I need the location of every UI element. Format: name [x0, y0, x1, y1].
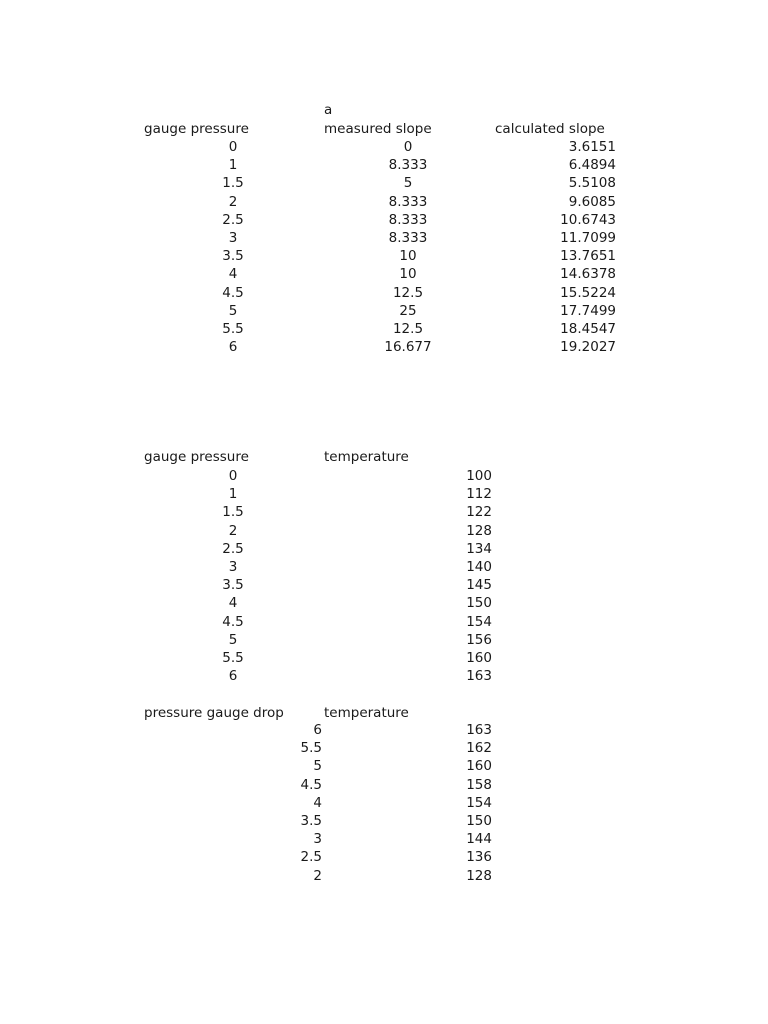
table1-header-gauge-pressure: gauge pressure: [144, 121, 249, 137]
gauge-pressure-cell: 2.5: [222, 540, 244, 557]
temperature-cell: 112: [466, 486, 492, 503]
calculated-slope-cell: 10.6743: [560, 211, 616, 228]
temperature-cell: 128: [466, 522, 492, 539]
pressure-gauge-drop-cell: 3.5: [300, 813, 322, 829]
table-row: [0, 247, 768, 265]
gauge-pressure-cell: 5: [228, 631, 238, 648]
calculated-slope-cell: 17.7499: [560, 302, 616, 319]
table-row: [0, 613, 768, 631]
table2-header-gauge-pressure: gauge pressure: [144, 449, 249, 465]
table2-header-temperature: temperature: [324, 449, 409, 465]
table-row: [0, 631, 768, 649]
gauge-pressure-cell: 4.5: [222, 284, 244, 301]
pressure-gauge-drop-cell: 3: [313, 831, 322, 848]
pressure-gauge-drop-cell: 2: [313, 867, 322, 884]
table-row: [0, 138, 768, 156]
temperature-cell: 144: [466, 831, 492, 848]
gauge-pressure-cell: 6: [228, 339, 238, 356]
temperature-cell: 154: [466, 794, 492, 811]
table-row: [0, 485, 768, 503]
gauge-pressure-cell: 0: [228, 468, 238, 484]
table-row: [0, 156, 768, 174]
table-row: [0, 503, 768, 521]
temperature-cell: 158: [466, 776, 492, 793]
temperature-cell: 163: [466, 722, 492, 738]
gauge-pressure-cell: 3: [228, 230, 238, 246]
gauge-pressure-cell: 5.5: [222, 321, 244, 337]
table-row: [0, 174, 768, 192]
calculated-slope-cell: 14.6378: [560, 266, 616, 283]
temperature-cell: 156: [466, 631, 492, 648]
measured-slope-cell: 10: [399, 266, 417, 283]
table-row: [0, 576, 768, 594]
table-row: [0, 540, 768, 558]
table-row: [0, 522, 768, 540]
gauge-pressure-cell: 3.5: [222, 577, 244, 594]
temperature-cell: 140: [466, 559, 492, 575]
temperature-cell: 145: [466, 577, 492, 594]
calculated-slope-cell: 11.7099: [560, 230, 616, 246]
table-row: [0, 739, 768, 757]
table-row: [0, 229, 768, 247]
gauge-pressure-cell: 0: [228, 139, 238, 155]
gauge-pressure-cell: 1.5: [222, 175, 244, 192]
gauge-pressure-cell: 2.5: [222, 211, 244, 228]
pressure-gauge-drop-cell: 4.5: [300, 776, 322, 793]
table-row: [0, 867, 768, 885]
table-row: [0, 284, 768, 302]
calculated-slope-cell: 18.4547: [560, 321, 616, 337]
measured-slope-cell: 8.333: [388, 193, 428, 210]
table-row: [0, 338, 768, 356]
temperature-cell: 162: [466, 740, 492, 757]
measured-slope-cell: 0: [403, 139, 413, 155]
table-row: [0, 757, 768, 775]
temperature-cell: 128: [466, 867, 492, 884]
temperature-cell: 136: [466, 849, 492, 866]
temperature-cell: 150: [466, 813, 492, 829]
temperature-cell: 134: [466, 540, 492, 557]
table-row: [0, 211, 768, 229]
gauge-pressure-cell: 5.5: [222, 650, 244, 666]
pressure-gauge-drop-cell: 4: [313, 794, 322, 811]
calculated-slope-cell: 5.5108: [568, 175, 616, 192]
table-row: [0, 830, 768, 848]
table-row: [0, 794, 768, 812]
gauge-pressure-cell: 4.5: [222, 613, 244, 630]
table3-header-temperature: temperature: [324, 705, 409, 721]
measured-slope-cell: 8.333: [388, 230, 428, 246]
calculated-slope-cell: 9.6085: [568, 193, 616, 210]
measured-slope-cell: 8.333: [388, 211, 428, 228]
temperature-cell: 100: [466, 468, 492, 484]
table-row: [0, 320, 768, 338]
table-row: [0, 265, 768, 283]
pressure-gauge-drop-cell: 5.5: [300, 740, 322, 757]
gauge-pressure-cell: 3.5: [222, 248, 244, 265]
measured-slope-cell: 5: [403, 175, 413, 192]
pressure-gauge-drop-cell: 2.5: [300, 849, 322, 866]
temperature-cell: 150: [466, 595, 492, 612]
gauge-pressure-cell: 1: [228, 486, 238, 503]
table-row: [0, 721, 768, 739]
calculated-slope-cell: 13.7651: [560, 248, 616, 265]
temperature-cell: 154: [466, 613, 492, 630]
temperature-cell: 122: [466, 504, 492, 521]
measured-slope-cell: 12.5: [392, 284, 424, 301]
calculated-slope-cell: 19.2027: [560, 339, 616, 356]
gauge-pressure-cell: 1: [228, 157, 238, 174]
table-row: [0, 594, 768, 612]
table-row: [0, 812, 768, 830]
table1-header-calculated-slope: calculated slope: [495, 121, 605, 137]
table-row: [0, 649, 768, 667]
measured-slope-cell: 25: [399, 302, 417, 319]
calculated-slope-cell: 3.6151: [568, 139, 616, 155]
table1-header-measured-slope: measured slope: [324, 121, 432, 137]
gauge-pressure-cell: 1.5: [222, 504, 244, 521]
temperature-cell: 160: [466, 650, 492, 666]
gauge-pressure-cell: 6: [228, 668, 238, 685]
table-row: [0, 558, 768, 576]
table-row: [0, 193, 768, 211]
gauge-pressure-cell: 2: [228, 522, 238, 539]
temperature-cell: 163: [466, 668, 492, 685]
pressure-gauge-drop-cell: 5: [313, 758, 322, 775]
table-row: [0, 302, 768, 320]
gauge-pressure-cell: 2: [228, 193, 238, 210]
table-row: [0, 467, 768, 485]
calculated-slope-cell: 6.4894: [568, 157, 616, 174]
pressure-gauge-drop-cell: 6: [313, 722, 322, 738]
gauge-pressure-cell: 4: [228, 595, 238, 612]
measured-slope-cell: 10: [399, 248, 417, 265]
table3-header-pressure-gauge-drop: pressure gauge drop: [144, 705, 284, 721]
temperature-cell: 160: [466, 758, 492, 775]
table1-note: a: [324, 102, 333, 118]
gauge-pressure-cell: 3: [228, 559, 238, 575]
table-row: [0, 667, 768, 685]
gauge-pressure-cell: 5: [228, 302, 238, 319]
gauge-pressure-cell: 4: [228, 266, 238, 283]
measured-slope-cell: 8.333: [388, 157, 428, 174]
table-row: [0, 776, 768, 794]
calculated-slope-cell: 15.5224: [560, 284, 616, 301]
table-row: [0, 848, 768, 866]
measured-slope-cell: 16.677: [384, 339, 432, 356]
measured-slope-cell: 12.5: [392, 321, 424, 337]
